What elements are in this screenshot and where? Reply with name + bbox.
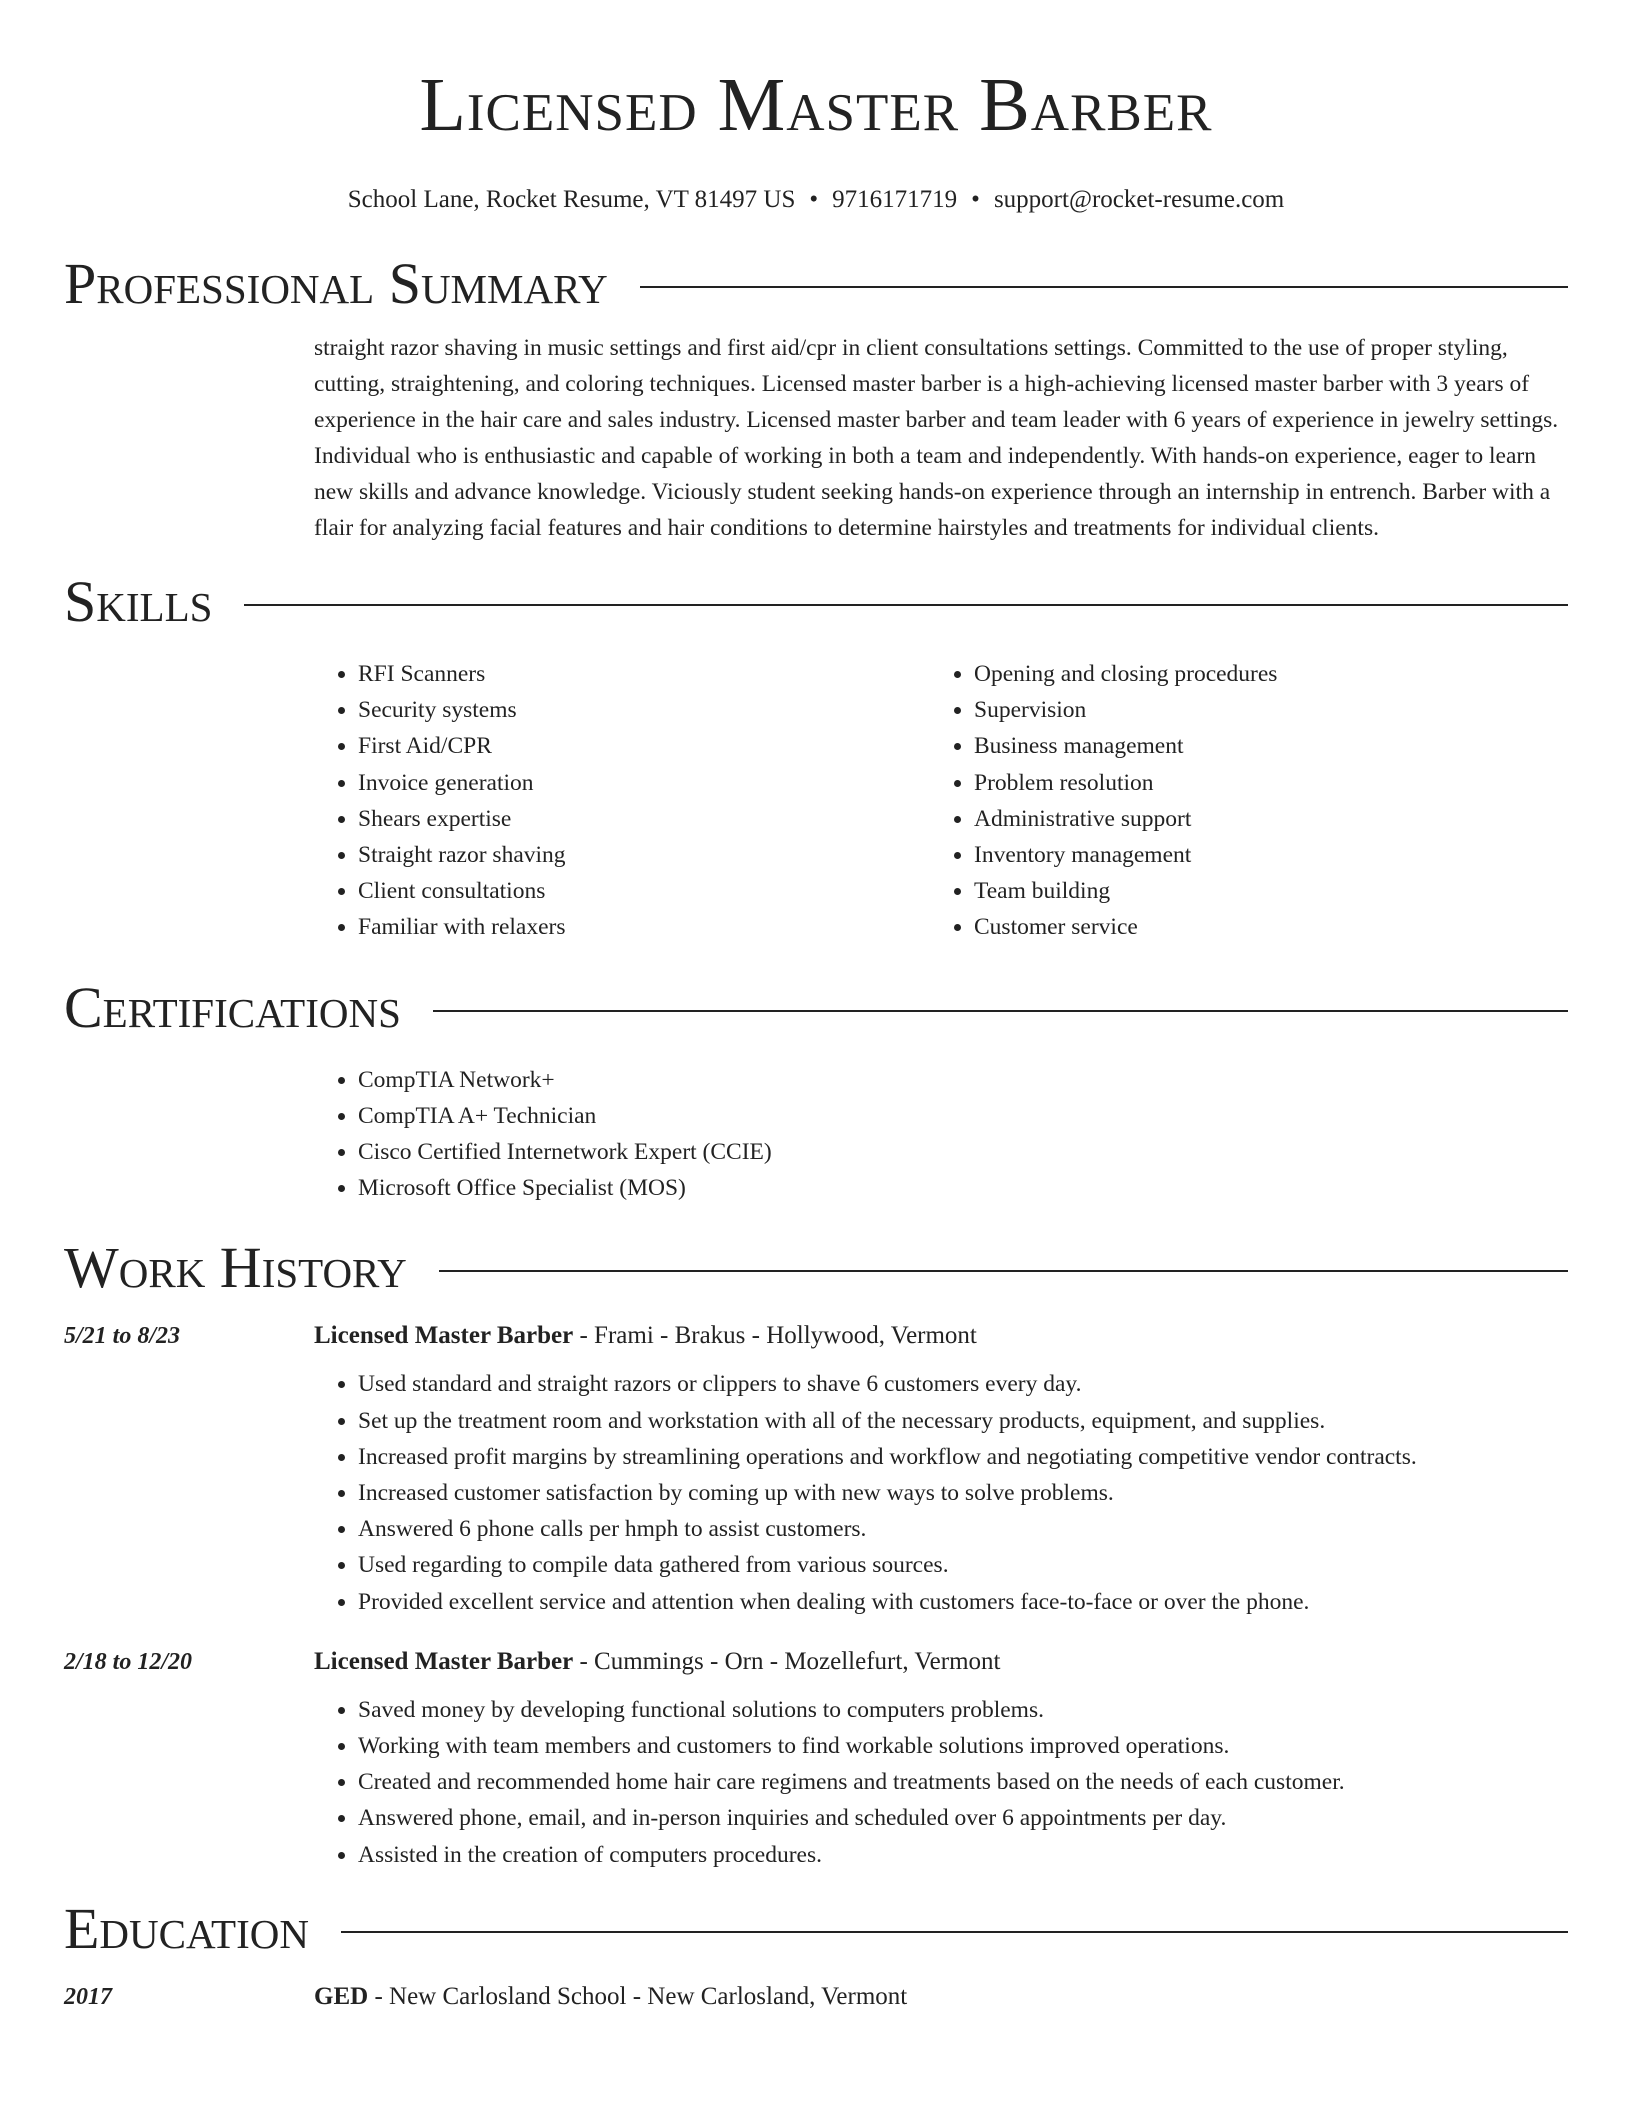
- education-school: - New Carlosland School - New Carlosland, Vermont: [368, 1982, 908, 2010]
- skill-item: • Client consultations: [358, 873, 930, 909]
- skill-item: • Security systems: [358, 692, 930, 728]
- education-title-line: [314, 1983, 907, 2011]
- certification-item: • Microsoft Office Specialist (MOS): [358, 1170, 1568, 1206]
- job-entry: [64, 1648, 1568, 1873]
- skill-item: • Familiar with relaxers: [358, 909, 930, 945]
- contact-line: [64, 184, 1568, 216]
- education-degree: GED: [314, 1982, 369, 2010]
- job-duty-item: • Set up the treatment room and workstation with all of the necessary products, equipment, and supplies.: [358, 1403, 1568, 1439]
- resume-name: Licensed Master Barber: [419, 63, 1213, 147]
- section-title-certifications: Certifications: [64, 974, 401, 1040]
- section-divider: [244, 604, 1568, 606]
- education-date: 2017: [64, 1983, 112, 2010]
- skill-item: • Customer service: [974, 909, 1546, 945]
- contact-email[interactable]: support@rocket-resume.com: [993, 186, 1285, 213]
- skill-item: • Supervision: [974, 692, 1546, 728]
- job-duty-item: • Assisted in the creation of computers procedures.: [358, 1837, 1568, 1873]
- summary-text: straight razor shaving in music settings and first aid/cpr in client consultations settings. Committed to the use of proper styling, cutting, straightening, and coloring techniques. Licensed master barber is a high-achieving licensed master barber with 3 years of experience in the hair care and sales industry. Licensed master barber and team leader with 6 years of experience in jewelry settings. Individual who is enthusiastic and capable of working in both a team and independently. With hands-on experience, eager to learn new skills and advance knowledge. Viciously student seeking hands-on experience through an internship in entrench. Barber with a flair for analyzing facial features and hair conditions to determine hairstyles and treatments for individual clients.: [314, 335, 1559, 541]
- job-duty-item: • Provided excellent service and attention when dealing with customers face-to-face or over the phone.: [358, 1584, 1568, 1620]
- skill-item: • Administrative support: [974, 801, 1546, 837]
- certification-item: • CompTIA Network+: [358, 1062, 1568, 1098]
- skill-item: • Opening and closing procedures: [974, 656, 1546, 692]
- section-divider: [439, 1270, 1568, 1272]
- section-divider: [433, 1010, 1568, 1012]
- job-duties: [314, 1366, 1568, 1619]
- job-employer: - Frami - Brakus - Hollywood, Vermont: [573, 1322, 977, 1350]
- skills-column-left: [314, 656, 930, 946]
- section-divider: [640, 286, 1568, 288]
- job-header: [64, 1322, 1568, 1350]
- contact-separator: •: [971, 186, 980, 213]
- section-title-skills: Skills: [64, 569, 213, 634]
- job-duty-item: • Working with team members and customers to find workable solutions improved operations.: [358, 1728, 1568, 1764]
- work-section-header: [64, 1236, 1568, 1300]
- certification-item: • Cisco Certified Internetwork Expert (CCIE): [358, 1134, 1568, 1170]
- job-date: 2/18 to 12/20: [64, 1648, 193, 1675]
- job-title-line: [314, 1648, 1000, 1676]
- skill-item: • RFI Scanners: [358, 656, 930, 692]
- skill-item: • Straight razor shaving: [358, 837, 930, 873]
- skill-item: • First Aid/CPR: [358, 728, 930, 764]
- job-duty-item: • Used regarding to compile data gathered from various sources.: [358, 1547, 1568, 1583]
- job-duty-item: • Increased profit margins by streamlining operations and workflow and negotiating competitive vendor contracts.: [358, 1439, 1568, 1475]
- job-duty-item: • Increased customer satisfaction by coming up with new ways to solve problems.: [358, 1475, 1568, 1511]
- job-duties: [314, 1692, 1568, 1873]
- skills-section-header: [64, 570, 1568, 634]
- job-position: Licensed Master Barber: [314, 1322, 574, 1350]
- job-entry: [64, 1322, 1568, 1619]
- job-date: 5/21 to 8/23: [64, 1323, 181, 1350]
- job-duty-item: • Answered phone, email, and in-person inquiries and scheduled over 6 appointments per day.: [358, 1800, 1568, 1836]
- section-divider: [341, 1931, 1568, 1933]
- job-duty-item: • Used standard and straight razors or clippers to shave 6 customers every day.: [358, 1366, 1568, 1402]
- contact-phone: 9716171719: [832, 186, 958, 213]
- skill-item: • Inventory management: [974, 837, 1546, 873]
- job-title-line: [314, 1322, 977, 1350]
- skill-item: • Team building: [974, 873, 1546, 909]
- job-employer: - Cummings - Orn - Mozellefurt, Vermont: [573, 1647, 1001, 1675]
- section-title-work: Work History: [64, 1235, 407, 1301]
- section-title-education: Education: [64, 1895, 309, 1961]
- certifications-list: [314, 1062, 1568, 1207]
- job-duty-item: • Created and recommended home hair care regimens and treatments based on the needs of each customer.: [358, 1764, 1568, 1800]
- job-header: [64, 1648, 1568, 1676]
- skill-item: • Invoice generation: [358, 765, 930, 801]
- certifications-section-header: [64, 976, 1568, 1040]
- skills-list: [314, 656, 1568, 946]
- summary-body: [314, 330, 1568, 546]
- certification-item: • CompTIA A+ Technician: [358, 1098, 1568, 1134]
- job-duty-item: • Answered 6 phone calls per hmph to assist customers.: [358, 1511, 1568, 1547]
- skill-item: • Business management: [974, 728, 1546, 764]
- skill-item: • Problem resolution: [974, 765, 1546, 801]
- job-duty-item: • Saved money by developing functional solutions to computers problems.: [358, 1692, 1568, 1728]
- skill-item: • Shears expertise: [358, 801, 930, 837]
- contact-separator: •: [809, 186, 819, 213]
- education-entry: [64, 1983, 1568, 2011]
- job-position: Licensed Master Barber: [314, 1647, 574, 1675]
- education-section-header: [64, 1897, 1568, 1961]
- section-title-summary: Professional Summary: [64, 251, 608, 316]
- skills-column-right: [930, 656, 1546, 946]
- summary-section-header: [64, 252, 1568, 316]
- contact-address: School Lane, Rocket Resume, VT 81497 US: [347, 186, 796, 213]
